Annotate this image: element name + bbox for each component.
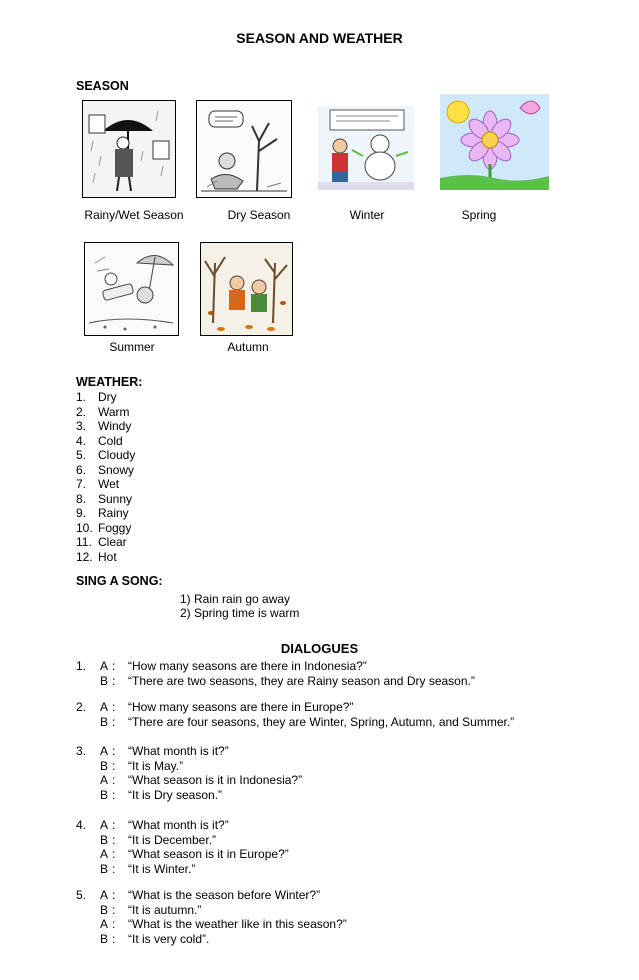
weather-item-number: 10.: [76, 520, 93, 535]
weather-item-label: Hot: [98, 549, 117, 564]
dialogue-colon: :: [112, 700, 116, 714]
dialogue-colon: :: [112, 818, 116, 832]
weather-item: [76, 521, 135, 536]
weather-item: [76, 550, 135, 565]
season-caption-summer: Summer: [109, 340, 155, 354]
dialogues-heading: DIALOGUES: [280, 641, 359, 656]
dialogue-number: 4.: [76, 818, 87, 832]
spring-cartoon-icon: [440, 94, 549, 190]
dialogue-speaker: B: [99, 832, 108, 847]
weather-item-number: 9.: [76, 506, 87, 520]
weather-item-label: Warm: [98, 404, 130, 419]
weather-item-number: 11.: [76, 535, 92, 549]
weather-item-label: Rainy: [98, 506, 129, 520]
dialogue-text: “There are two seasons, they are Rainy season and Dry season.”: [128, 673, 475, 688]
weather-item-label: Sunny: [98, 491, 133, 506]
weather-item-label: Foggy: [98, 520, 132, 535]
season-caption-winter: Winter: [349, 208, 385, 222]
dialogue-speaker: B: [99, 714, 108, 729]
weather-item-number: 2.: [76, 404, 87, 419]
dialogue-number: 3.: [76, 744, 87, 758]
dialogue-speaker: A: [99, 773, 108, 788]
dialogue-speaker: A: [99, 917, 108, 932]
dialogue-text: “What is the season before Winter?”: [128, 888, 321, 902]
dialogue-text: “How many seasons are there in Indonesia?”: [128, 659, 367, 673]
weather-heading: WEATHER:: [76, 375, 143, 389]
dialogue-speaker: A: [99, 700, 108, 714]
dialogue-colon: :: [112, 847, 116, 862]
dialogue-number: 5.: [76, 888, 87, 902]
dialogue-speaker: B: [99, 861, 108, 876]
dialogue-text: “What season is it in Europe?”: [128, 847, 289, 862]
dialogue-number: 1.: [76, 659, 87, 673]
season-caption-autumn: Autumn: [227, 340, 269, 354]
dialogue-text: “It is autumn.”: [128, 902, 202, 917]
weather-item-label: Cloudy: [98, 448, 136, 462]
weather-item-number: 7.: [76, 477, 87, 491]
dialogue-colon: :: [112, 673, 116, 688]
dialogue-number: 2.: [76, 700, 87, 714]
rainy-season-cartoon-icon: [82, 100, 176, 198]
weather-item-number: 4.: [76, 433, 87, 448]
weather-item-label: Wet: [98, 477, 120, 491]
weather-item-number: 1.: [76, 390, 87, 404]
dialogue-colon: :: [112, 931, 116, 946]
dialogue-text: “What is the weather like in this season?”: [128, 917, 347, 932]
weather-item: [76, 477, 135, 492]
song-heading: SING A SONG:: [76, 574, 163, 588]
dialogue-text: “What month is it?”: [128, 818, 229, 832]
dialogue-speaker: B: [99, 931, 108, 946]
weather-item-number: 8.: [76, 491, 87, 506]
dialogue-speaker: B: [99, 902, 108, 917]
season-caption-rainy: Rainy/Wet Season: [84, 208, 184, 222]
dialogue-colon: :: [112, 861, 116, 876]
dialogue-colon: :: [112, 758, 116, 773]
weather-item: [76, 448, 135, 463]
dialogue-colon: :: [112, 787, 116, 802]
season-caption-spring: Spring: [461, 208, 497, 222]
dialogue-speaker: B: [99, 758, 108, 773]
dialogue-text: “There are four seasons, they are Winter, Spring, Autumn, and Summer.”: [128, 714, 515, 729]
dialogue-speaker: A: [99, 888, 108, 902]
winter-cartoon-icon: [318, 106, 414, 190]
weather-item: [76, 419, 135, 434]
weather-list: [76, 390, 135, 564]
dialogue-colon: :: [112, 744, 116, 758]
dialogue-text: “It is Winter.”: [128, 861, 196, 876]
dialogue-text: “How many seasons are there in Europe?”: [128, 700, 354, 714]
dialogue-text: “It is very cold”.: [128, 931, 210, 946]
dialogue-colon: :: [112, 902, 116, 917]
weather-item: [76, 405, 135, 420]
song-item-2: 2) Spring time is warm: [180, 606, 300, 620]
weather-item-number: 12.: [76, 549, 93, 564]
dialogue-speaker: B: [99, 787, 108, 802]
weather-item-label: Snowy: [98, 462, 135, 477]
weather-item-number: 6.: [76, 462, 87, 477]
weather-item: [76, 390, 135, 405]
dialogue-colon: :: [112, 773, 116, 788]
weather-item-label: Windy: [98, 419, 132, 433]
dialogue-colon: :: [112, 659, 116, 673]
dialogue-speaker: A: [99, 744, 108, 758]
weather-item-label: Clear: [98, 535, 127, 549]
song-item-1: 1) Rain rain go away: [180, 592, 291, 606]
dialogue-speaker: A: [99, 847, 108, 862]
weather-item-number: 5.: [76, 448, 87, 462]
dialogue-text: “It is December.”: [128, 832, 217, 847]
weather-item: [76, 506, 135, 521]
dialogue-text: “It is May.”: [128, 758, 184, 773]
dialogue-speaker: A: [99, 818, 108, 832]
autumn-cartoon-icon: [200, 242, 293, 336]
page-title: SEASON AND WEATHER: [236, 30, 403, 46]
summer-cartoon-icon: [84, 242, 179, 336]
dialogue-colon: :: [112, 832, 116, 847]
dialogue-text: “What season is it in Indonesia?”: [128, 773, 303, 788]
season-caption-dry: Dry Season: [227, 208, 291, 222]
weather-item: [76, 434, 135, 449]
dry-season-cartoon-icon: [196, 100, 292, 198]
weather-item-label: Cold: [98, 433, 123, 448]
weather-item: [76, 492, 135, 507]
weather-item-label: Dry: [98, 390, 117, 404]
dialogue-colon: :: [112, 917, 116, 932]
dialogue-colon: :: [112, 888, 116, 902]
dialogue-text: “What month is it?”: [128, 744, 229, 758]
dialogue-colon: :: [112, 714, 116, 729]
season-heading: SEASON: [76, 79, 129, 93]
weather-item: [76, 463, 135, 478]
weather-item-number: 3.: [76, 419, 87, 433]
dialogue-speaker: B: [99, 673, 108, 688]
dialogue-speaker: A: [99, 659, 108, 673]
weather-item: [76, 535, 135, 550]
dialogue-text: “It is Dry season.”: [128, 787, 223, 802]
